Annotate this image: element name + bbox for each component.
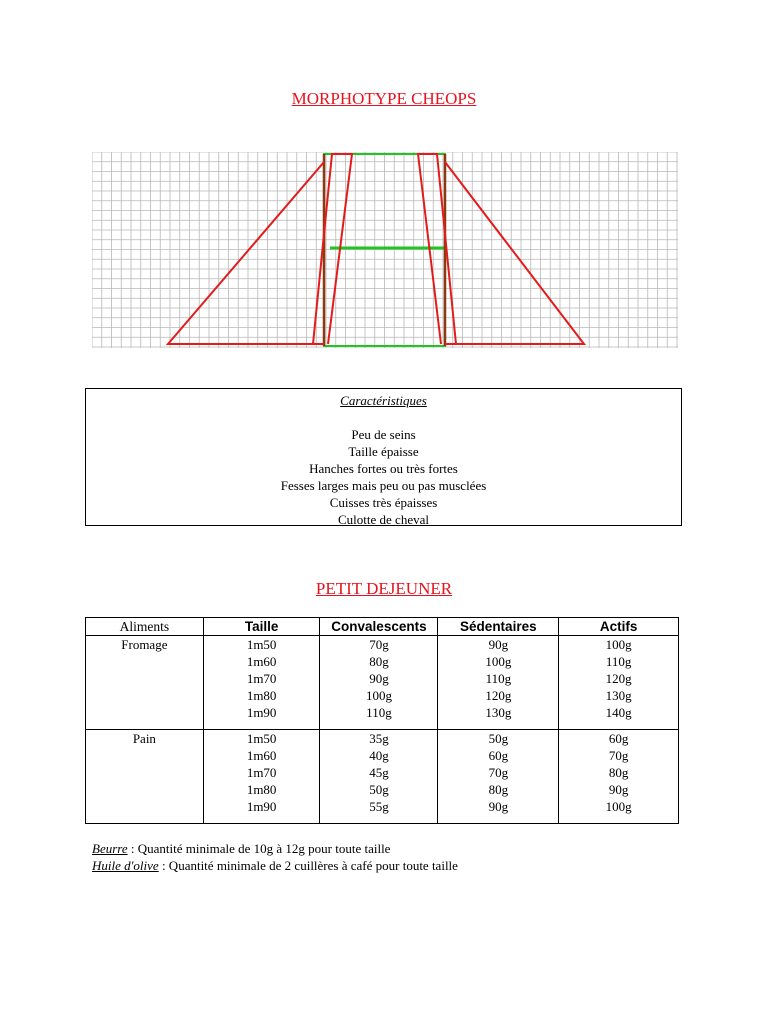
value: 80g — [488, 782, 509, 797]
red-left-triangle — [168, 162, 324, 344]
sedentaires-cell — [438, 636, 559, 730]
value: 90g — [369, 671, 389, 686]
characteristic-item: Culotte de cheval — [338, 512, 429, 527]
characteristic-item: Cuisses très épaisses — [329, 495, 438, 510]
note-label: Beurre — [92, 841, 128, 856]
value: 80g — [608, 765, 629, 780]
value: 130g — [605, 688, 632, 703]
value: 100g — [365, 688, 392, 703]
section-title: PETIT DEJEUNER — [315, 579, 453, 598]
value: 110g — [485, 671, 512, 686]
value: 1m70 — [246, 765, 277, 780]
characteristics-caption: Caractéristiques — [340, 393, 427, 408]
note-label: Huile d'olive — [92, 858, 159, 873]
characteristic-item: Taille épaisse — [348, 444, 419, 459]
value: 50g — [369, 782, 389, 797]
note-text: : Quantité minimale de 10g à 12g pour toute taille — [127, 841, 391, 856]
value: 100g — [605, 637, 632, 652]
grid-background — [92, 152, 678, 348]
value: 1m70 — [246, 671, 277, 686]
header-sedentaires: Sédentaires — [438, 618, 559, 636]
value: 70g — [608, 748, 629, 763]
note-beurre — [92, 840, 458, 857]
value: 1m50 — [246, 637, 277, 652]
table-row — [86, 730, 679, 824]
value: 60g — [608, 731, 629, 746]
value: 1m80 — [246, 688, 277, 703]
red-right-triangle — [445, 162, 584, 344]
value: 50g — [488, 731, 509, 746]
characteristics-box — [85, 388, 682, 526]
header-convalescents: Convalescents — [320, 618, 438, 636]
convalescents-cell — [320, 730, 438, 824]
value: 90g — [488, 799, 509, 814]
value: 80g — [369, 654, 389, 669]
morphotype-shape — [168, 154, 584, 346]
header-actifs: Actifs — [559, 618, 679, 636]
value: 1m90 — [246, 799, 277, 814]
sedentaires-cell — [438, 730, 559, 824]
aliment-cell: Fromage — [86, 636, 204, 730]
value: 1m50 — [246, 731, 277, 746]
tailles-cell — [203, 730, 320, 824]
table-header-row — [86, 618, 679, 636]
value: 1m60 — [246, 748, 277, 763]
header-taille: Taille — [203, 618, 320, 636]
note-huile — [92, 857, 458, 874]
value: 1m90 — [246, 705, 277, 720]
value: 1m60 — [246, 654, 277, 669]
header-aliments: Aliments — [86, 618, 204, 636]
value: 100g — [605, 799, 632, 814]
value: 110g — [605, 654, 632, 669]
table-row — [86, 636, 679, 730]
characteristic-item: Peu de seins — [351, 427, 416, 442]
page-title: MORPHOTYPE CHEOPS — [291, 89, 477, 108]
value: 70g — [488, 765, 509, 780]
convalescents-cell — [320, 636, 438, 730]
value: 45g — [369, 765, 389, 780]
value: 1m80 — [246, 782, 277, 797]
value: 110g — [366, 705, 392, 720]
value: 40g — [369, 748, 389, 763]
aliment-cell: Pain — [86, 730, 204, 824]
characteristic-item: Hanches fortes ou très fortes — [309, 461, 458, 476]
value: 35g — [369, 731, 389, 746]
value: 70g — [369, 637, 389, 652]
value: 120g — [605, 671, 632, 686]
value: 120g — [485, 688, 512, 703]
notes — [92, 840, 458, 874]
note-text: : Quantité minimale de 2 cuillères à café pour toute taille — [158, 858, 458, 873]
tailles-cell — [203, 636, 320, 730]
value: 60g — [488, 748, 509, 763]
actifs-cell — [559, 636, 679, 730]
actifs-cell — [559, 730, 679, 824]
value: 130g — [485, 705, 512, 720]
value: 100g — [485, 654, 512, 669]
value: 90g — [488, 637, 509, 652]
value: 140g — [605, 705, 632, 720]
morphotype-diagram — [92, 152, 678, 348]
value: 90g — [608, 782, 629, 797]
value: 55g — [369, 799, 389, 814]
breakfast-table — [85, 617, 679, 824]
characteristic-item: Fesses larges mais peu ou pas musclées — [280, 478, 487, 493]
